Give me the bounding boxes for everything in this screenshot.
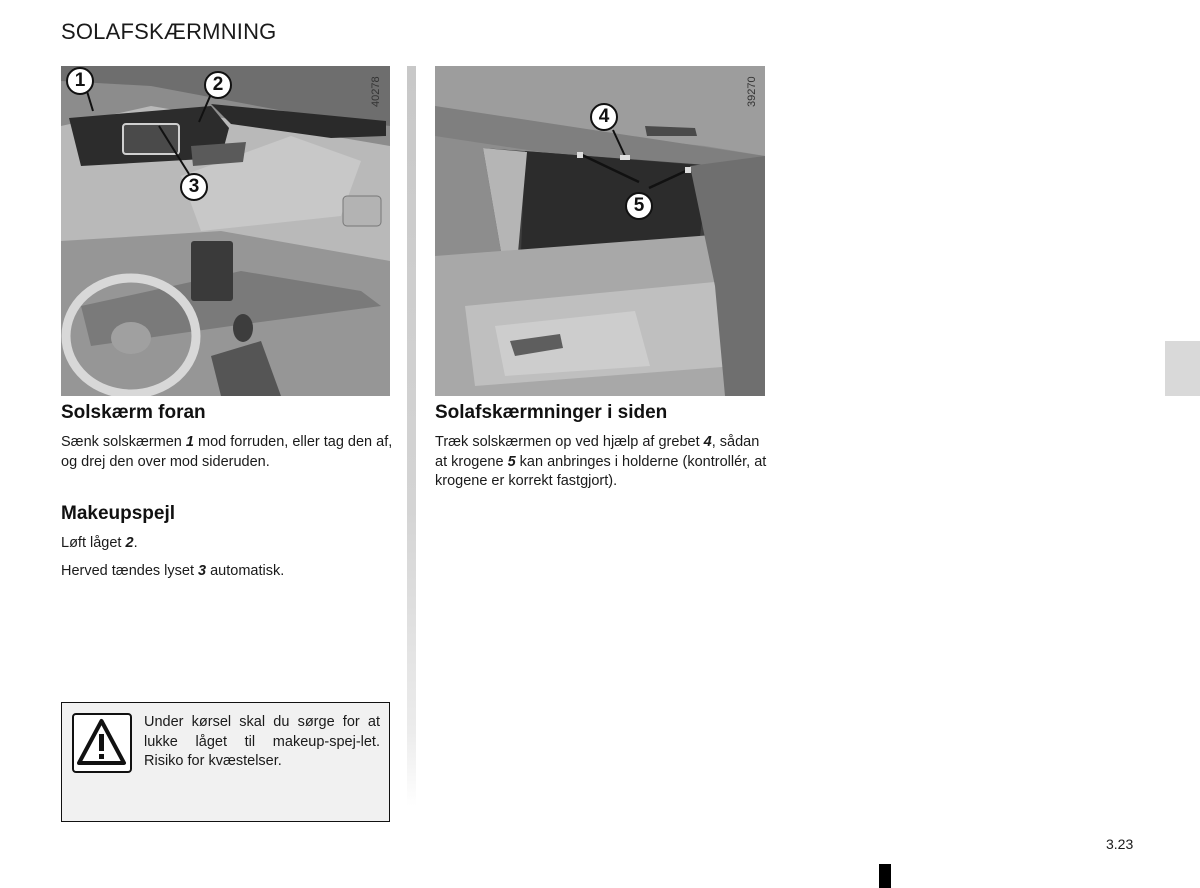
print-mark xyxy=(879,864,891,888)
front-visor-illustration xyxy=(61,66,390,396)
warning-box xyxy=(61,702,390,822)
makeup-mirror-line-2: Herved tændes lyset 3 automatisk. xyxy=(61,563,285,579)
column-divider xyxy=(407,66,416,806)
chapter-tab xyxy=(1165,341,1200,396)
side-blinds-heading: Solafskærmninger i siden xyxy=(435,402,668,423)
figure-number: 40278 xyxy=(370,76,382,107)
callout-4: 4 xyxy=(590,103,618,131)
figure-number: 39270 xyxy=(746,76,758,107)
makeup-mirror-heading: Makeupspejl xyxy=(61,503,176,524)
side-blinds-text: Træk solskærmen op ved hjælp af grebet 4, sådan at krogene 5 kan anbringes i holderne (kontrollér, at krogene er korrekt fastgjort). xyxy=(435,434,767,489)
front-visor-heading: Solskærm foran xyxy=(61,402,206,423)
front-visor-text: Sænk solskærmen 1 mod forruden, eller tag den af, og drej den over mod sideruden. xyxy=(61,434,393,470)
makeup-mirror-line-1: Løft låget 2. xyxy=(61,535,138,551)
figure-front-visor xyxy=(61,66,390,396)
callout-5: 5 xyxy=(625,192,653,220)
callout-1: 1 xyxy=(66,67,94,95)
page-title: SOLAFSKÆRMNING xyxy=(61,19,277,44)
figure-side-blinds xyxy=(435,66,765,396)
callout-3: 3 xyxy=(180,173,208,201)
warning-text: Under kørsel skal du sørge for at lukke låget til makeup-spej-let. Risiko for kvæstelser. xyxy=(144,714,380,769)
page-number: 3.23 xyxy=(1106,836,1134,852)
callout-2: 2 xyxy=(204,71,232,99)
warning-triangle-icon xyxy=(72,713,132,773)
